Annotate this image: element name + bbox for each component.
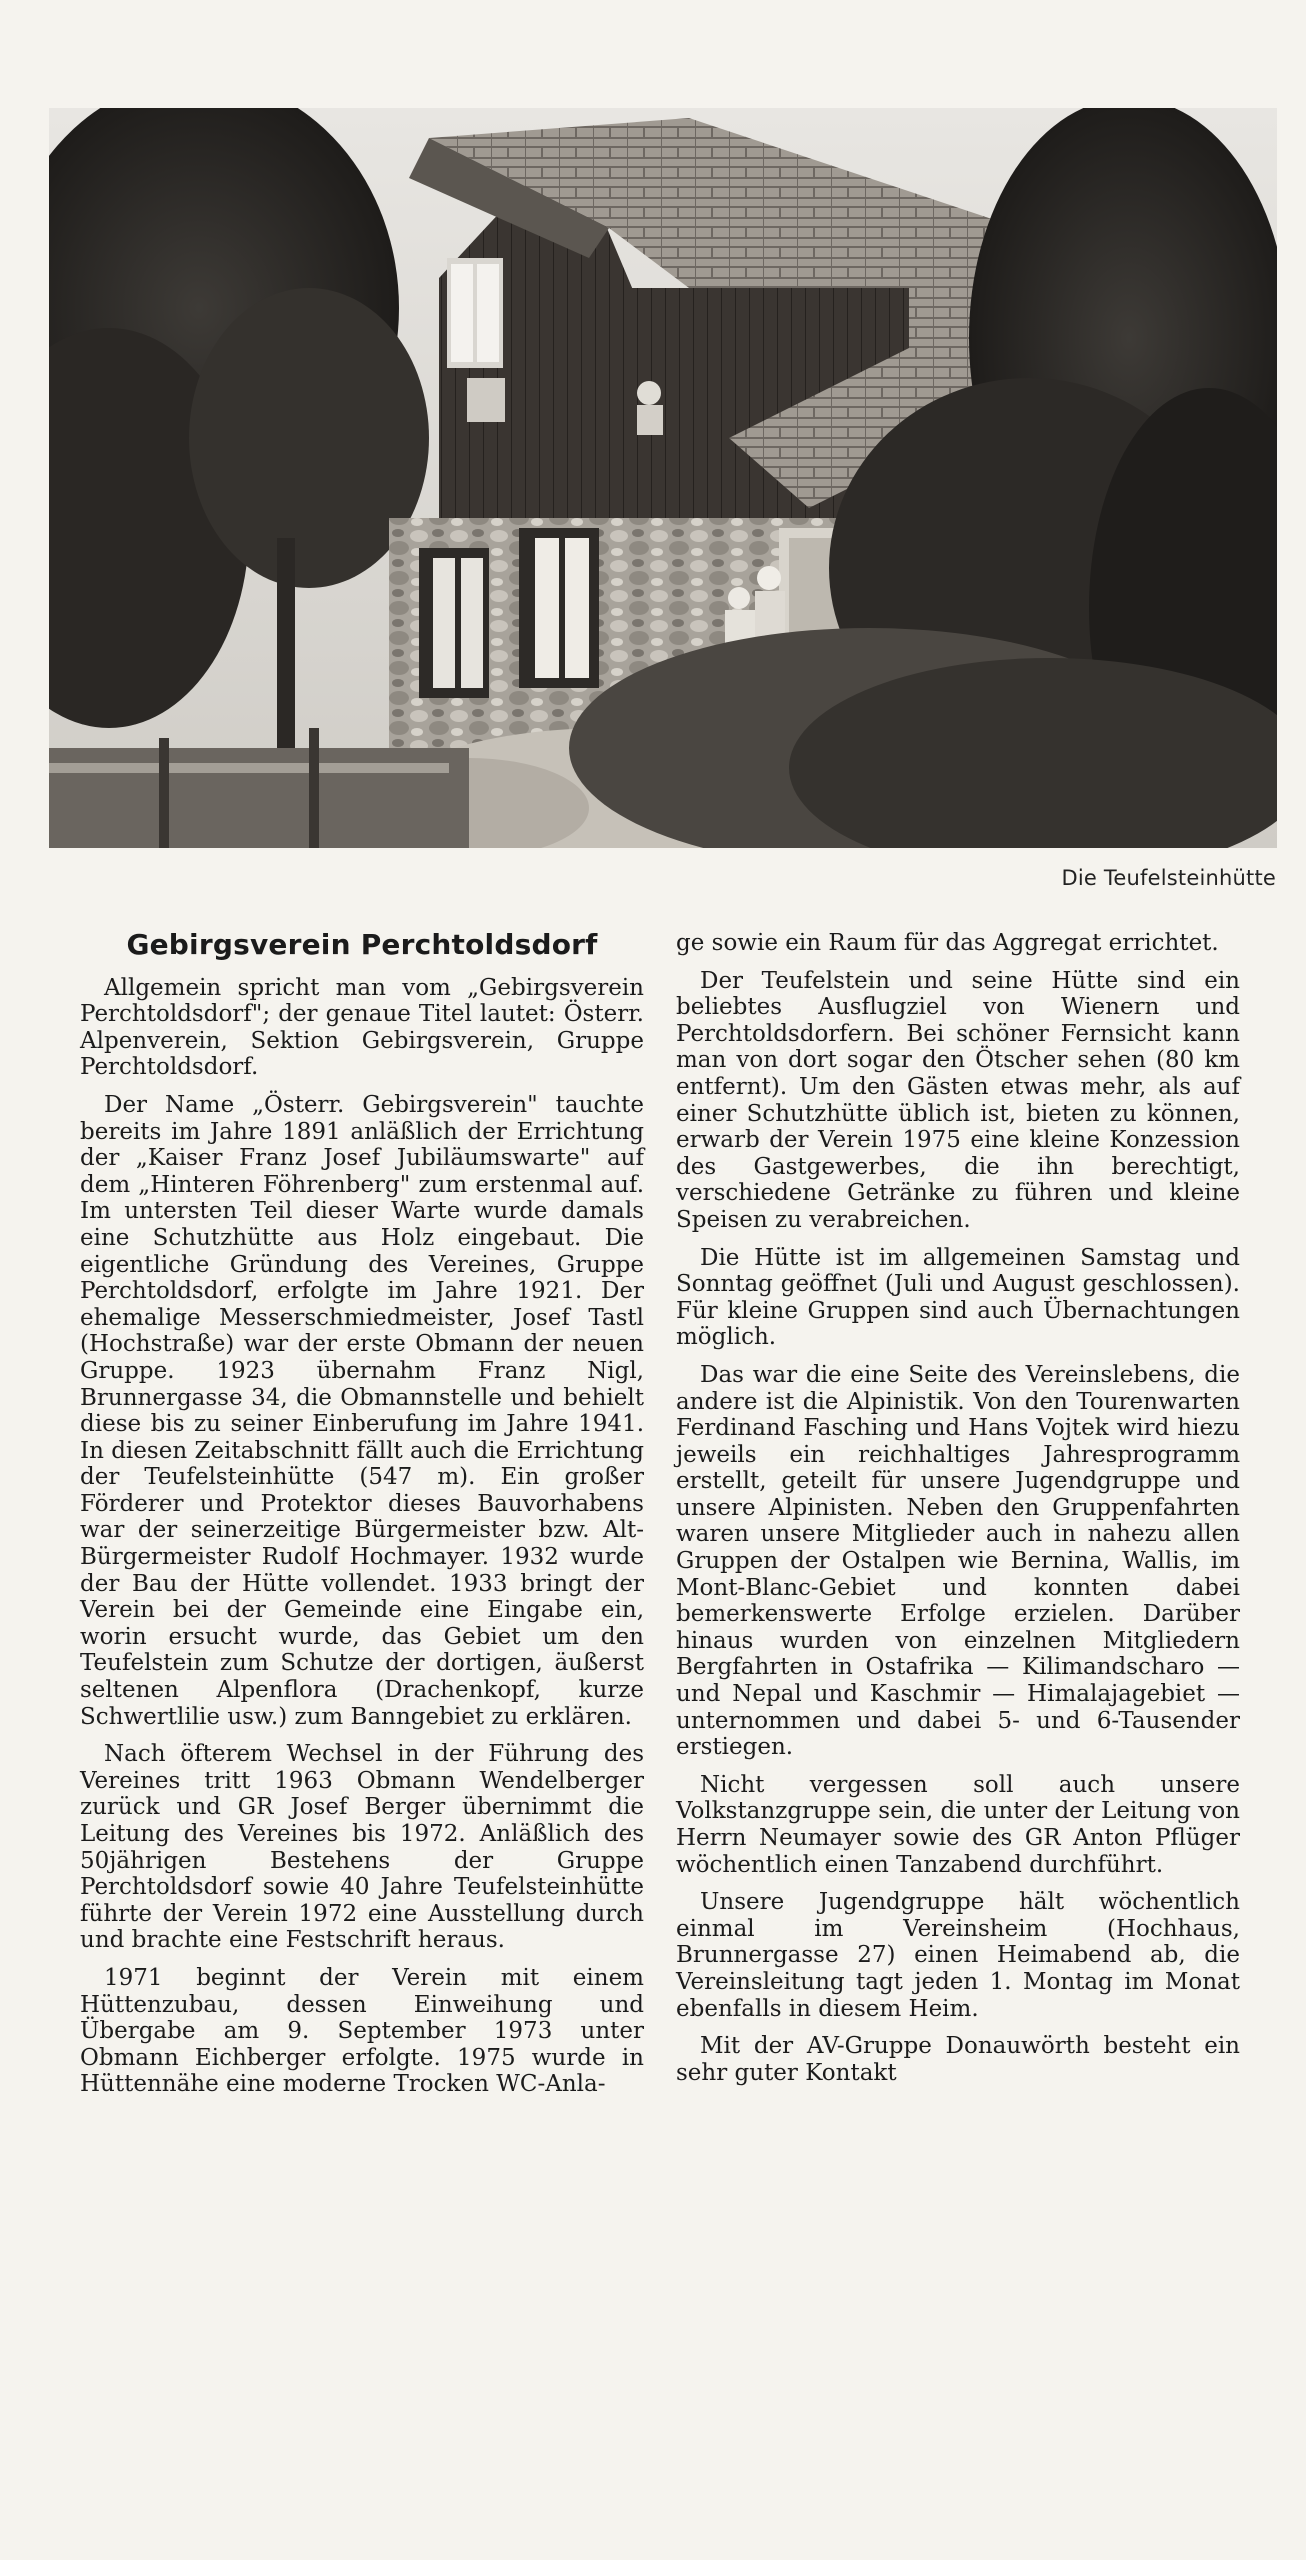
paragraph: Die Hütte ist im allgemeinen Samstag und Sonntag geöffnet (Juli und August geschlossen). Für kleine Gruppen sind auch Übernachtungen möglich. (676, 1244, 1240, 1351)
hut-photo (49, 108, 1277, 848)
paragraph: Nach öfterem Wechsel in der Führung des Vereines tritt 1963 Obmann Wendelberger zurück und GR Josef Berger übernimmt die Leitung des Vereines bis 1972. Anläßlich des 50jährigen Bestehens der Gruppe Perchtoldsdorf sowie 40 Jahre Teufelsteinhütte führte der Verein 1972 eine Ausstellung durch und brachte eine Festschrift heraus. (80, 1741, 644, 1954)
right-column (676, 930, 1240, 2097)
figure-caption: Die Teufelsteinhütte (1061, 866, 1276, 890)
paragraph: Unsere Jugendgruppe hält wöchentlich einmal im Vereinsheim (Hochhaus, Brunnergasse 27) einen Heimabend ab, die Vereinsleitung tagt jeden 1. Montag im Monat ebenfalls in diesem Heim. (676, 1889, 1240, 2022)
paragraph: Das war die eine Seite des Vereinslebens, die andere ist die Alpinistik. Von den Tourenwarten Ferdinand Fasching und Hans Vojtek wird hiezu jeweils ein reichhaltiges Jahresprogramm erstellt, geteilt für unsere Jugendgruppe und unsere Alpinisten. Neben den Gruppenfahrten waren unsere Mitglieder auch in nahezu allen Gruppen der Ostalpen wie Bernina, Wallis, im Mont-Blanc-Gebiet und konnten dabei bemerkenswerte Erfolge erzielen. Darüber hinaus wurden von einzelnen Mitgliedern Bergfahrten in Ostafrika — Kilimandscharo — und Nepal und Kaschmir — Himalajagebiet — unternommen und dabei 5- und 6-Tausender erstiegen. (676, 1361, 1240, 1761)
paragraph: Der Name „Österr. Gebirgsverein" tauchte bereits im Jahre 1891 anläßlich der Errichtung der „Kaiser Franz Josef Jubiläumswarte" auf dem „Hinteren Föhrenberg" zum erstenmal auf. Im untersten Teil dieser Warte wurde damals eine Schutzhütte aus Holz eingebaut. Die eigentliche Gründung des Vereines, Gruppe Perchtoldsdorf, erfolgte im Jahre 1921. Der ehemalige Messerschmiedmeister, Josef Tastl (Hochstraße) war der erste Obmann der neuen Gruppe. 1923 übernahm Franz Nigl, Brunnergasse 34, die Obmannstelle und behielt diese bis zu seiner Einberufung im Jahre 1941. In diesen Zeitabschnitt fällt auch die Errichtung der Teufelsteinhütte (547 m). Ein großer Förderer und Protektor dieses Bauvorhabens war der seinerzeitige Bürgermeister bzw. Alt-Bürgermeister Rudolf Hochmayer. 1932 wurde der Bau der Hütte vollendet. 1933 bringt der Verein bei der Gemeinde eine Eingabe ein, worin ersucht wurde, das Gebiet um den Teufelstein zum Schutze der dortigen, äußerst seltenen Alpenflora (Drachenkopf, kurze Schwertlilie usw.) zum Banngebiet zu erklären. (80, 1091, 644, 1730)
paragraph: Der Teufelstein und seine Hütte sind ein beliebtes Ausflugziel von Wienern und Perchtoldsdorfern. Bei schöner Fernsicht kann man von dort sogar den Ötscher sehen (80 km entfernt). Um den Gästen etwas mehr, als auf einer Schutzhütte üblich ist, bieten zu können, erwarb der Verein 1975 eine kleine Konzession des Gastgewerbes, die ihn berechtigt, verschiedene Getränke zu führen und kleine Speisen zu verabreichen. (676, 967, 1240, 1233)
paragraph: Allgemein spricht man vom „Gebirgsverein Perchtoldsdorf"; der genaue Titel lautet: Österr. Alpenverein, Sektion Gebirgsverein, Gruppe Perchtoldsdorf. (80, 974, 644, 1081)
paragraph: 1971 beginnt der Verein mit einem Hüttenzubau, dessen Einweihung und Übergabe am 9. September 1973 unter Obmann Eichberger erfolgte. 1975 wurde in Hüttennähe eine moderne Trocken WC-Anla- (80, 1964, 644, 2098)
article-headline: Gebirgsverein Perchtoldsdorf (126, 928, 598, 961)
paragraph-continuation: ge sowie ein Raum für das Aggregat errichtet. (676, 930, 1219, 956)
paragraph: Nicht vergessen soll auch unsere Volkstanzgruppe sein, die unter der Leitung von Herrn Neumayer sowie des GR Anton Pflüger wöchentlich einen Tanzabend durchführt. (676, 1771, 1240, 1878)
left-column (80, 928, 644, 2109)
paragraph: Mit der AV-Gruppe Donauwörth besteht ein sehr guter Kontakt (676, 2033, 1240, 2086)
